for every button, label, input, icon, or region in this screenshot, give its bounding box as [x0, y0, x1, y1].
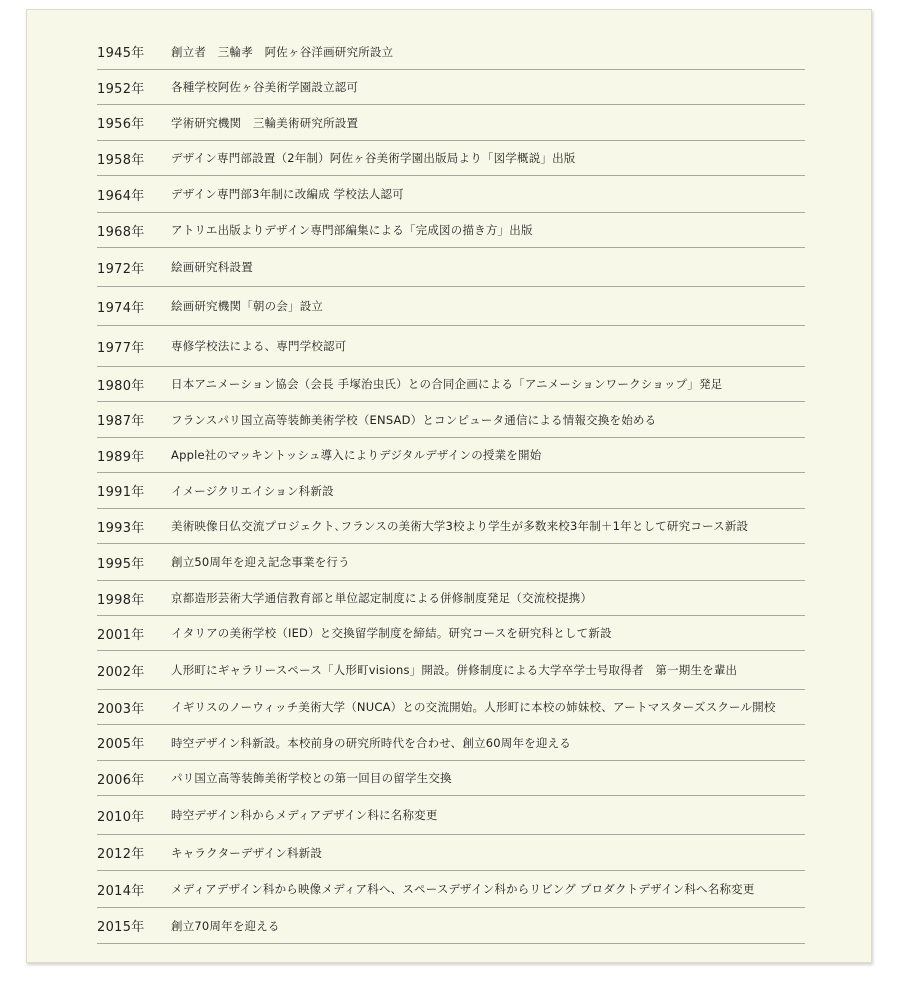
history-row: [97, 871, 805, 908]
history-event: 絵画研究機関「朝の会」設立: [171, 299, 324, 313]
history-row: [97, 34, 805, 70]
history-row: [97, 651, 805, 690]
history-row: [97, 213, 805, 248]
history-row: [97, 70, 805, 105]
history-year: 1995年: [97, 556, 145, 572]
history-row: [97, 544, 805, 581]
history-panel: [26, 9, 872, 963]
history-event: 創立70周年を迎える: [171, 918, 280, 933]
history-year: 2005年: [97, 737, 145, 752]
history-year: 1972年: [97, 261, 145, 277]
history-row: [97, 367, 805, 402]
history-list: [97, 34, 805, 944]
history-row: [97, 761, 805, 796]
history-event: デザイン専門部設置（2年制）阿佐ヶ谷美術学園出版局より「図学概説」出版: [171, 151, 576, 165]
history-event: 時空デザイン科新設。本校前身の研究所時代を合わせ、創立60周年を迎える: [171, 735, 571, 750]
history-row: [97, 326, 805, 367]
history-event: 創立者 三輪孝 阿佐ヶ谷洋画研究所設立: [171, 44, 394, 59]
history-year: 1998年: [97, 592, 145, 608]
history-year: 1980年: [97, 378, 145, 394]
history-row: [97, 908, 805, 944]
history-year: 2015年: [97, 920, 145, 935]
history-row: [97, 438, 805, 473]
history-event: 各種学校阿佐ヶ谷美術学園設立認可: [171, 80, 359, 94]
history-event: 学術研究機関 三輪美術研究所設置: [171, 115, 359, 130]
history-event: デザイン専門部3年制に改編成 学校法人認可: [171, 187, 404, 201]
history-year: 1958年: [97, 152, 145, 168]
history-year: 2006年: [97, 772, 145, 788]
history-event: 専修学校法による、専門学校認可: [171, 339, 347, 353]
history-year: 2012年: [97, 847, 145, 862]
history-row: [97, 402, 805, 438]
history-row: [97, 581, 805, 616]
history-row: [97, 287, 805, 326]
history-event: 絵画研究科設置: [171, 260, 253, 274]
history-event: 美術映像日仏交流プロジェクト､フランスの美術大学3校より学生が多数来校3年制＋1年として研究コース新設: [171, 519, 749, 533]
history-row: [97, 141, 805, 176]
history-event: 京都造形芸術大学通信教育部と単位認定制度による併修制度発足（交流校提携）: [171, 591, 593, 605]
history-row: [97, 796, 805, 835]
history-year: 1989年: [97, 449, 145, 465]
history-event: フランスパリ国立高等装飾美術学校（ENSAD）とコンピュータ通信による情報交換を始める: [171, 412, 657, 427]
history-year: 2001年: [97, 627, 145, 643]
history-year: 1964年: [97, 188, 145, 204]
history-year: 1987年: [97, 414, 145, 429]
history-event: Apple社のマッキントッシュ導入によりデジタルデザインの授業を開始: [171, 448, 542, 462]
history-event: アトリエ出版よりデザイン専門部編集による「完成図の描き方」出版: [171, 223, 533, 237]
history-row: [97, 473, 805, 509]
history-year: 1956年: [97, 117, 145, 132]
history-year: 2003年: [97, 701, 145, 717]
history-year: 1991年: [97, 485, 145, 500]
history-year: 1952年: [97, 81, 145, 97]
history-event: キャラクターデザイン科新設: [171, 845, 323, 860]
history-row: [97, 725, 805, 761]
history-year: 1977年: [97, 340, 145, 356]
history-year: 1945年: [97, 46, 145, 61]
history-event: メディアデザイン科から映像メディア科へ、スペースデザイン科からリビング プロダクトデザイン科へ名称変更: [171, 882, 755, 896]
history-row: [97, 835, 805, 871]
history-event: イメージクリエイション科新設: [171, 483, 334, 498]
history-year: 1993年: [97, 520, 145, 536]
history-row: [97, 248, 805, 287]
history-row: [97, 176, 805, 213]
history-event: イギリスのノーウィッチ美術大学（NUCA）との交流開始。人形町に本校の姉妹校、アートマスターズスクール開校: [171, 700, 776, 714]
history-year: 2014年: [97, 883, 145, 899]
history-event: パリ国立高等装飾美術学校との第一回目の留学生交換: [171, 771, 452, 785]
history-row: [97, 616, 805, 651]
history-row: [97, 690, 805, 725]
history-event: 時空デザイン科からメディアデザイン科に名称変更: [171, 808, 438, 822]
history-row: [97, 509, 805, 544]
history-year: 2010年: [97, 809, 145, 825]
history-event: 創立50周年を迎え記念事業を行う: [171, 555, 350, 569]
history-event: イタリアの美術学校（IED）と交換留学制度を締結。研究コースを研究科として新設: [171, 626, 612, 640]
history-year: 2002年: [97, 664, 145, 680]
history-event: 人形町にギャラリースペース「人形町visions」開設。併修制度による大学卒学士号取得者 第一期生を輩出: [171, 663, 738, 677]
history-row: [97, 105, 805, 141]
history-year: 1968年: [97, 224, 145, 240]
history-event: 日本アニメーション協会（会長 手塚治虫氏）との合同企画による「アニメーションワークショップ」発足: [171, 377, 723, 391]
history-year: 1974年: [97, 300, 145, 316]
